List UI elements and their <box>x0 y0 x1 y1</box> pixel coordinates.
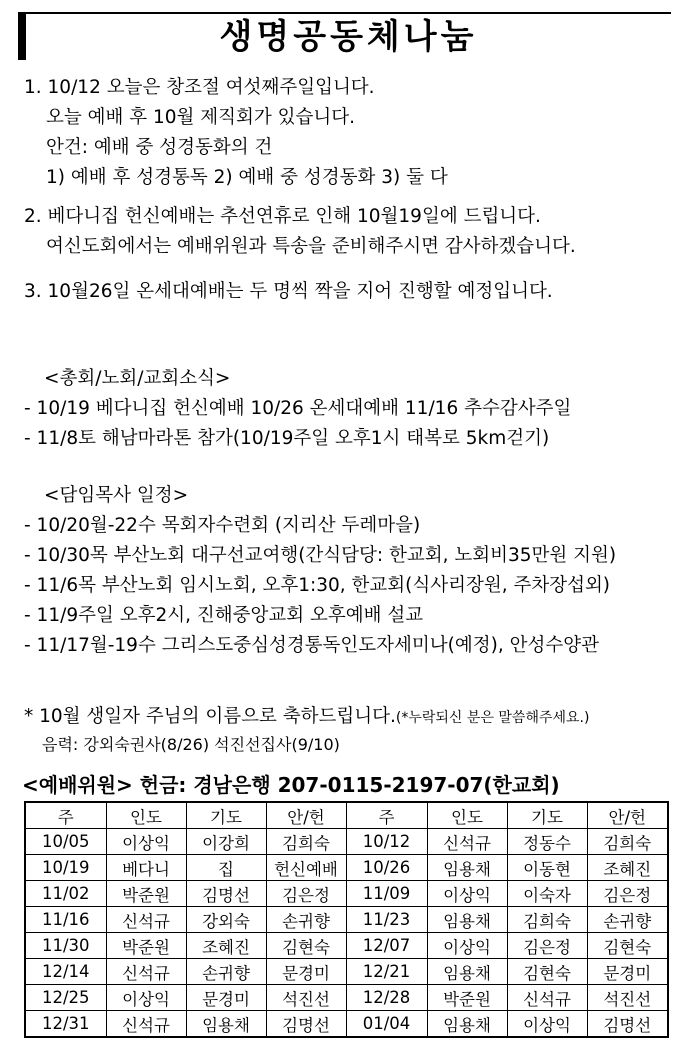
table-cell: 김은정 <box>587 881 668 907</box>
header-leader: 인도 <box>106 802 186 829</box>
table-cell: 임용채 <box>427 907 507 933</box>
duty-roster-table <box>24 801 669 1038</box>
table-cell: 박준원 <box>427 985 507 1011</box>
table-cell: 정동수 <box>507 829 587 855</box>
table-cell: 손귀향 <box>186 959 266 985</box>
table-cell: 김희숙 <box>266 829 346 855</box>
table-cell: 임용채 <box>186 1011 266 1038</box>
table-cell: 문경미 <box>266 959 346 985</box>
table-cell: 12/25 <box>25 985 106 1011</box>
birthday-line-2: 음력: 강외숙권사(8/26) 석진선집사(9/10) <box>42 735 340 754</box>
table-cell: 신석규 <box>106 1011 186 1038</box>
table-cell: 11/16 <box>25 907 106 933</box>
table-cell: 석진선 <box>587 985 668 1011</box>
pastor-line-4: - 11/9주일 오후2시, 진해중앙교회 오후예배 설교 <box>24 605 424 626</box>
table-header-row <box>25 802 668 829</box>
table-cell: 12/31 <box>25 1011 106 1038</box>
table-cell: 김현숙 <box>507 959 587 985</box>
table-cell: 10/12 <box>346 829 427 855</box>
pastor-line-5: - 11/17월-19수 그리스도중심성경통독인도자세미나(예정), 안성수양관 <box>24 635 599 656</box>
item-3-line-1: 3. 10월26일 온세대예배는 두 명씩 짝을 지어 진행할 예정입니다. <box>24 281 553 302</box>
page-title: 생명공동체나눔 <box>219 17 478 57</box>
pastor-line-3: - 11/6목 부산노회 임시노회, 오후1:30, 한교회(식사리장원, 주차장섭외) <box>24 575 611 596</box>
table-cell: 석진선 <box>266 985 346 1011</box>
news-line-2: - 11/8토 해남마라톤 참가(10/19주일 오후1시 태복로 5km걷기) <box>24 428 550 449</box>
table-cell: 이상익 <box>427 933 507 959</box>
pastor-line-2: - 10/30목 부산노회 대구선교여행(간식담당: 한교회, 노회비35만원 지원) <box>24 545 617 566</box>
table-cell: 이상익 <box>106 985 186 1011</box>
table-cell: 이동현 <box>507 855 587 881</box>
birthday-note: (*누락되신 분은 말씀해주세요.) <box>395 710 590 726</box>
table-cell: 11/02 <box>25 881 106 907</box>
table-cell: 11/30 <box>25 933 106 959</box>
table-cell: 집 <box>186 855 266 881</box>
table-cell: 이상익 <box>427 881 507 907</box>
table-cell: 손귀향 <box>587 907 668 933</box>
table-cell: 12/07 <box>346 933 427 959</box>
duty-heading: <예배위원> 헌금: 경남은행 207-0115-2197-07(한교회) <box>22 773 560 797</box>
table-cell: 문경미 <box>587 959 668 985</box>
table-row <box>25 959 668 985</box>
table-cell: 01/04 <box>346 1011 427 1038</box>
table-cell: 12/14 <box>25 959 106 985</box>
table-row <box>25 933 668 959</box>
table-cell: 신석규 <box>427 829 507 855</box>
header-usher-offering-2: 안/헌 <box>587 802 668 829</box>
pastor-heading: <담임목사 일정> <box>44 485 189 506</box>
table-cell: 김현숙 <box>587 933 668 959</box>
news-heading: <총회/노회/교회소식> <box>44 368 231 389</box>
item-2-line-2: 여신도회에서는 예배위원과 특송을 준비해주시면 감사하겠습니다. <box>46 236 576 257</box>
table-cell: 10/05 <box>25 829 106 855</box>
table-cell: 11/23 <box>346 907 427 933</box>
table-cell: 김희숙 <box>587 829 668 855</box>
table-cell: 신석규 <box>106 907 186 933</box>
header-week-2: 주 <box>346 802 427 829</box>
table-cell: 조혜진 <box>587 855 668 881</box>
item-1-line-1: 1. 10/12 오늘은 창조절 여섯째주일입니다. <box>24 77 375 98</box>
item-1-line-4: 1) 예배 후 성경통독 2) 예배 중 성경동화 3) 둘 다 <box>46 167 448 188</box>
table-row <box>25 1011 668 1038</box>
table-cell: 김현숙 <box>266 933 346 959</box>
header-leader-2: 인도 <box>427 802 507 829</box>
table-cell: 이강희 <box>186 829 266 855</box>
pastor-line-1: - 10/20월-22수 목회자수련회 (지리산 두레마을) <box>24 515 421 536</box>
table-cell: 이상익 <box>106 829 186 855</box>
table-cell: 김명선 <box>587 1011 668 1038</box>
table-cell: 12/21 <box>346 959 427 985</box>
header-usher-offering: 안/헌 <box>266 802 346 829</box>
table-cell: 임용채 <box>427 1011 507 1038</box>
table-cell: 손귀향 <box>266 907 346 933</box>
table-cell: 11/09 <box>346 881 427 907</box>
news-line-1: - 10/19 베다니집 헌신예배 10/26 온세대예배 11/16 추수감사주일 <box>24 398 572 419</box>
table-cell: 10/26 <box>346 855 427 881</box>
header-week: 주 <box>25 802 106 829</box>
table-cell: 김명선 <box>266 1011 346 1038</box>
header-prayer: 기도 <box>186 802 266 829</box>
table-cell: 김은정 <box>507 933 587 959</box>
item-1-line-2: 오늘 예배 후 10월 제직회가 있습니다. <box>46 107 356 128</box>
table-row <box>25 829 668 855</box>
table-cell: 베다니 <box>106 855 186 881</box>
table-row <box>25 881 668 907</box>
table-cell: 박준원 <box>106 933 186 959</box>
item-2-line-1: 2. 베다니집 헌신예배는 추선연휴로 인해 10월19일에 드립니다. <box>24 206 541 227</box>
table-cell: 강외숙 <box>186 907 266 933</box>
table-cell: 신석규 <box>106 959 186 985</box>
table-cell: 신석규 <box>507 985 587 1011</box>
table-cell: 김명선 <box>186 881 266 907</box>
table-cell: 12/28 <box>346 985 427 1011</box>
table-cell: 문경미 <box>186 985 266 1011</box>
table-cell: 이상익 <box>507 1011 587 1038</box>
table-cell: 임용채 <box>427 959 507 985</box>
table-cell: 김은정 <box>266 881 346 907</box>
header-prayer-2: 기도 <box>507 802 587 829</box>
table-row <box>25 985 668 1011</box>
birthday-main-text: * 10월 생일자 주님의 이름으로 축하드립니다. <box>24 706 396 727</box>
table-cell: 이숙자 <box>507 881 587 907</box>
table-cell: 헌신예배 <box>266 855 346 881</box>
table-row <box>25 907 668 933</box>
table-cell: 임용채 <box>427 855 507 881</box>
table-cell: 조혜진 <box>186 933 266 959</box>
table-row <box>25 855 668 881</box>
table-cell: 10/19 <box>25 855 106 881</box>
item-1-line-3: 안건: 예배 중 성경동화의 건 <box>46 137 273 158</box>
table-cell: 박준원 <box>106 881 186 907</box>
title-accent-bar <box>18 12 26 60</box>
table-cell: 김희숙 <box>507 907 587 933</box>
birthday-line-1 <box>24 705 589 730</box>
